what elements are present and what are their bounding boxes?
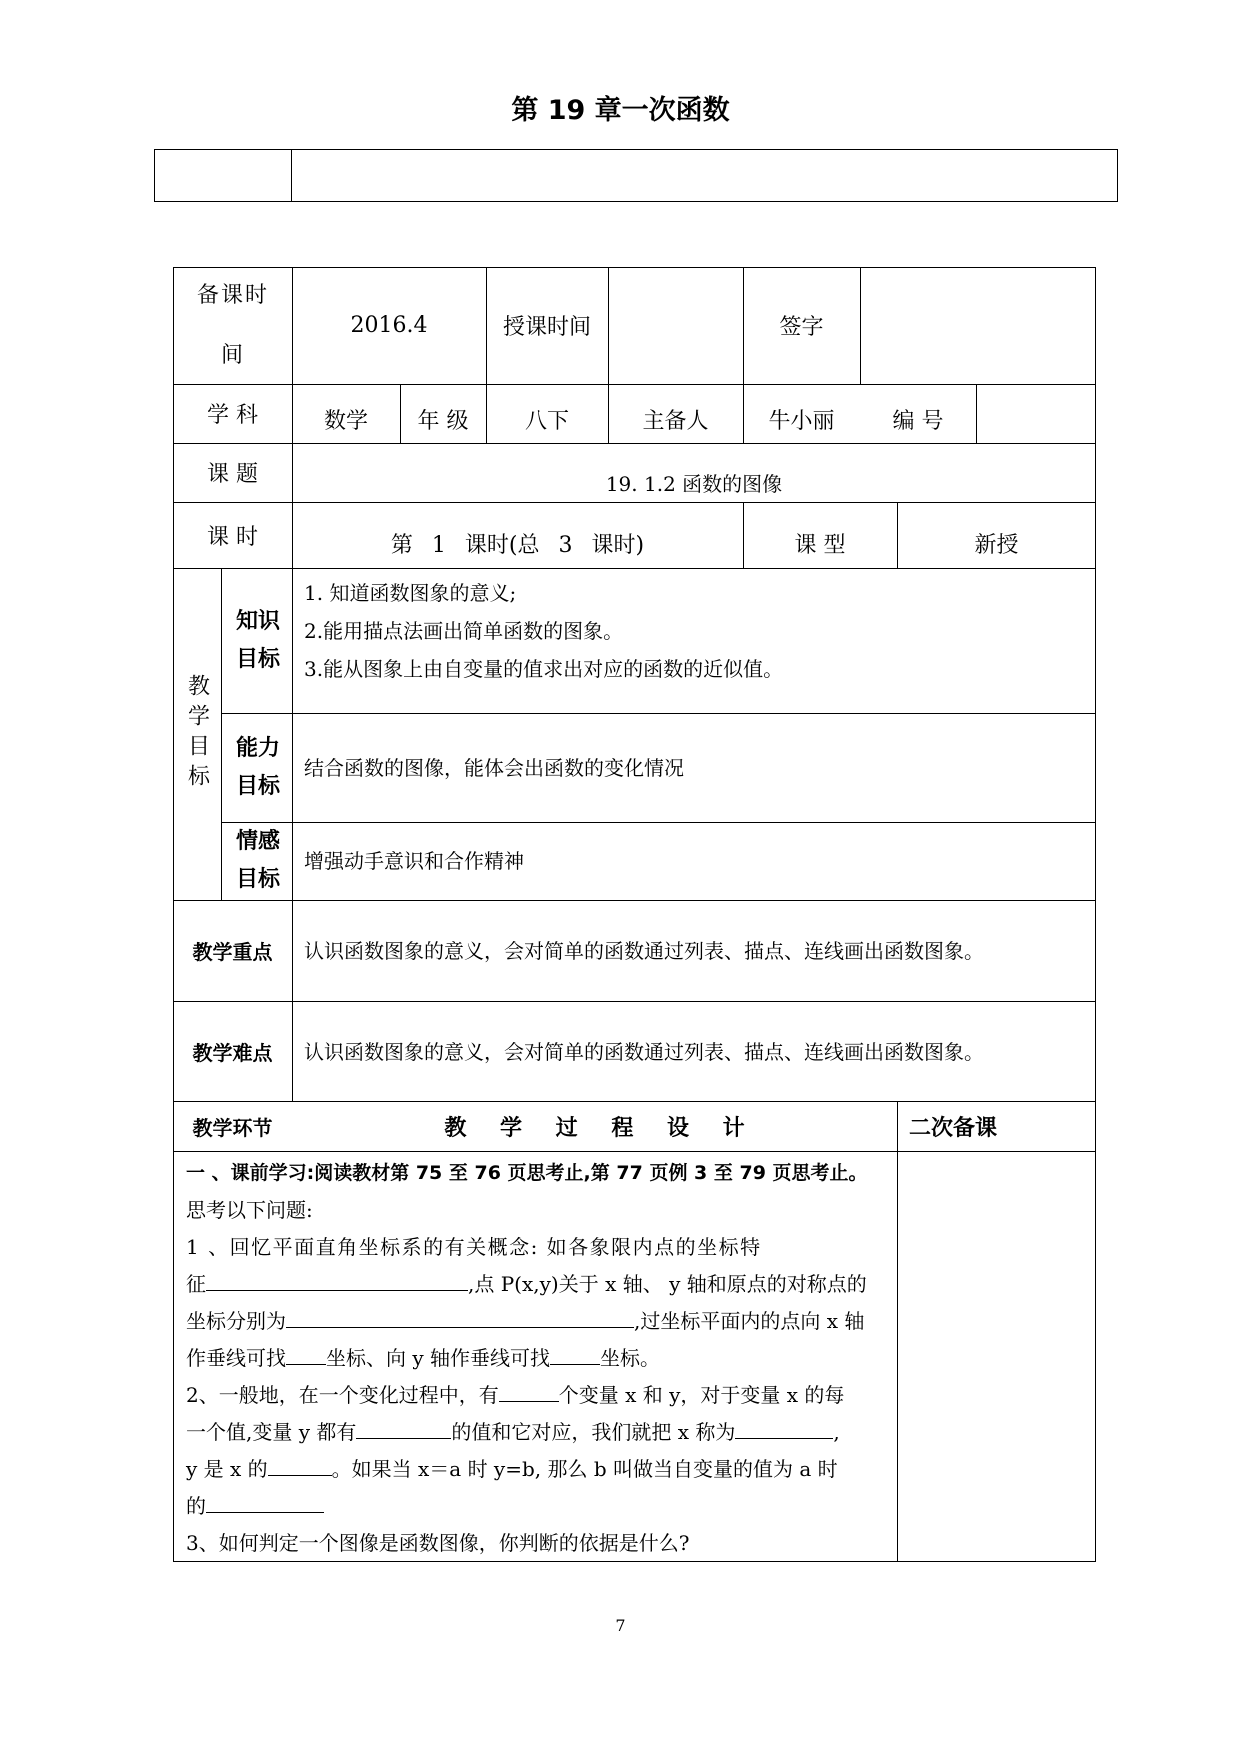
number-value — [976, 384, 1096, 443]
header-box-divider — [291, 149, 292, 202]
question-2-line-1: 2、一般地，在一个变化过程中，有 个变量 x 和 y，对于变量 x 的每 — [186, 1377, 896, 1414]
key-point-text: 认识函数图象的意义，会对简单的函数通过列表、描点、连线画出函数图象。 — [304, 939, 984, 963]
topic-value: 19. 1.2 函数的图像 — [605, 472, 783, 496]
number-label: 编 号 — [892, 409, 944, 434]
subject-value: 数学 — [323, 409, 368, 434]
stage-label: 教学环节 — [192, 1115, 273, 1140]
key-point-label: 教学重点 — [192, 940, 273, 964]
question-2-line-2: 一个值,变量 y 都有 的值和它对应，我们就把 x 称为 , — [186, 1414, 896, 1451]
ability-label: 能力目标 — [236, 735, 281, 799]
blank-y-coordinate[interactable] — [550, 1340, 600, 1365]
teach-time-value — [608, 267, 743, 384]
blank-function-value[interactable] — [206, 1488, 324, 1513]
difficulty-label: 教学难点 — [192, 1040, 273, 1065]
prep-time-value: 2016.4 — [350, 313, 428, 338]
type-value: 新授 — [974, 532, 1019, 558]
teach-time-label: 授课时间 — [502, 315, 591, 340]
header-box — [154, 149, 1118, 202]
knowledge-item-1: 1. 知道函数图象的意义; — [304, 581, 517, 605]
question-1-line-3: 坐标分别为 ,过坐标平面内的点向 x 轴 — [186, 1303, 896, 1340]
pre-study-line: 一 、课前学习:阅读教材第 75 至 76 页思考止,第 77 页例 3 至 79 页思考止。 — [186, 1162, 868, 1184]
knowledge-item-2: 2.能用描点法画出简单函数的图象。 — [304, 619, 624, 643]
topic-label: 课 题 — [207, 462, 258, 487]
question-1-line-1: 1 、回忆平面直角坐标系的有关概念: 如各象限内点的坐标特 — [186, 1235, 762, 1259]
period-label: 课 时 — [207, 524, 258, 550]
page-number: 7 — [615, 1616, 626, 1635]
subject-label: 学 科 — [207, 403, 258, 428]
blank-variable-count[interactable] — [499, 1377, 559, 1402]
question-1-line-4: 作垂线可找 坐标、向 y 轴作垂线可找 坐标。 — [186, 1340, 896, 1377]
question-1-line-2: 征 ,点 P(x,y)关于 x 轴、 y 轴和原点的对称点的 — [186, 1266, 896, 1303]
blank-x-coordinate[interactable] — [286, 1340, 326, 1365]
blank-quadrant-feature[interactable] — [206, 1266, 468, 1291]
emotion-text: 增强动手意识和合作精神 — [304, 849, 524, 873]
question-2-line-3: y 是 x 的 。如果当 x＝a 时 y=b, 那么 b 叫做当自变量的值为 a 时 — [186, 1451, 896, 1488]
think-intro: 思考以下问题: — [186, 1198, 313, 1222]
knowledge-label: 知识目标 — [236, 608, 281, 672]
lead-value: 牛小丽 — [768, 409, 835, 434]
sign-value — [860, 267, 1096, 384]
process-content — [186, 1155, 896, 1562]
question-3: 3、如何判定一个图像是函数图像，你判断的依据是什么? — [186, 1531, 690, 1555]
sign-label: 签字 — [779, 315, 824, 340]
blank-x-name[interactable] — [735, 1414, 833, 1439]
type-label: 课 型 — [794, 532, 846, 558]
emotion-label: 情感目标 — [236, 829, 281, 892]
grade-value: 八下 — [524, 409, 569, 434]
ability-text: 结合函数的图像，能体会出函数的变化情况 — [304, 756, 684, 780]
blank-y-name[interactable] — [268, 1451, 332, 1476]
blank-symmetric-points[interactable] — [286, 1303, 634, 1328]
period-value: 第 1 课时(总 3 课时) — [390, 532, 645, 558]
grade-label: 年 级 — [417, 409, 469, 434]
difficulty-text: 认识函数图象的意义，会对简单的函数通过列表、描点、连线画出函数图象。 — [304, 1040, 984, 1064]
blank-unique-value[interactable] — [356, 1414, 451, 1439]
knowledge-list — [304, 574, 1084, 688]
question-2-line-4: 的 — [186, 1488, 896, 1525]
lead-label: 主备人 — [642, 409, 709, 434]
prep-time-label: 备课时间 — [196, 283, 269, 368]
goals-group-label: 教学目标 — [184, 674, 210, 794]
knowledge-item-3: 3.能从图象上由自变量的值求出对应的函数的近似值。 — [304, 657, 784, 681]
second-prep-label: 二次备课 — [909, 1115, 998, 1141]
design-label: 教 学 过 程 设 计 — [444, 1115, 745, 1141]
page-title: 第 19 章一次函数 — [511, 95, 730, 126]
